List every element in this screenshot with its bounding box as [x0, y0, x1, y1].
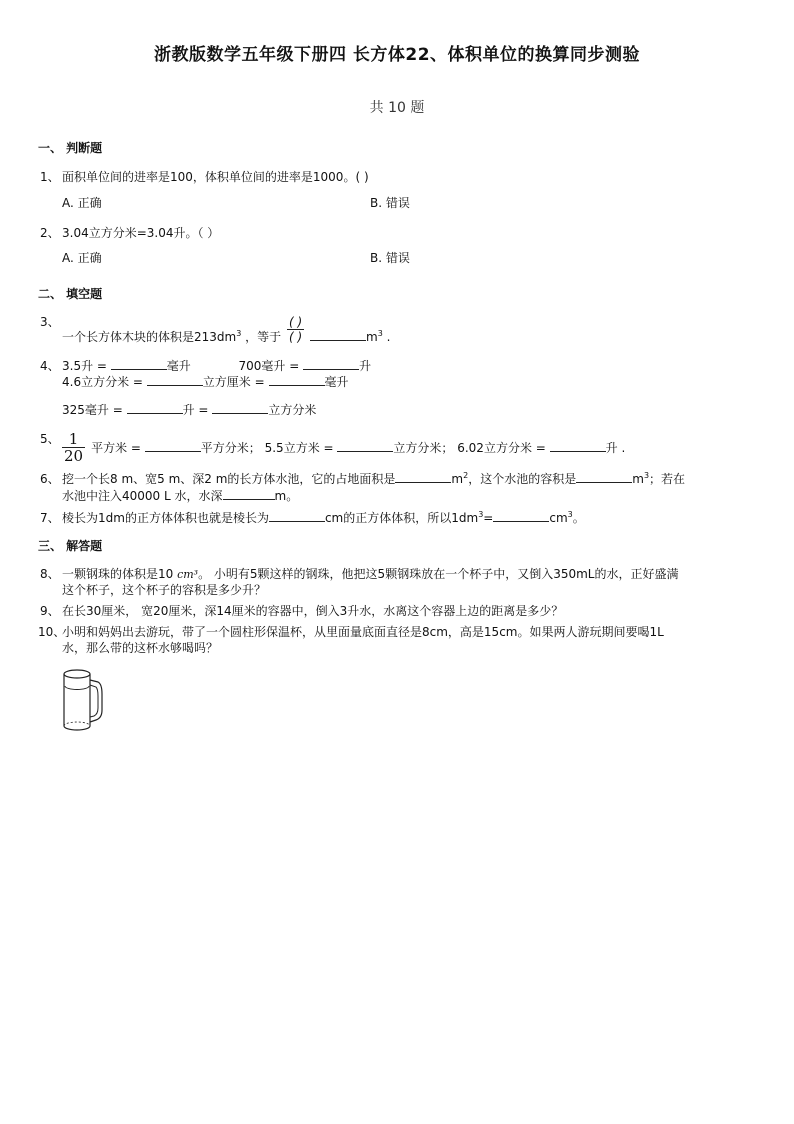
question-5: 5、 $\frac{1}{20}$ 平方米 = 平方分米； 5.5立方米 = 立方分米； 6.02立方分米 = 升 . — [40, 430, 626, 465]
answer-blank[interactable] — [212, 401, 268, 414]
answer-blank[interactable] — [223, 487, 275, 500]
answer-blank[interactable] — [303, 357, 359, 370]
question-10-line-2: 水，那么带的这杯水够喝吗？ — [62, 641, 219, 655]
question-number: 9、 — [40, 604, 60, 618]
answer-blank[interactable] — [269, 373, 325, 386]
q2-option-b[interactable]: B. 错误 — [370, 251, 410, 265]
question-text: 一个长方体木块的体积是213dm — [62, 329, 237, 344]
question-count: 共 10 题 — [369, 100, 425, 116]
question-9: 9、 在长30厘米， 宽20厘米，深14厘米的容器中，倒入3升水，水离这个容器上边的距离是多少？ — [40, 604, 564, 618]
question-10: 10、小明和妈妈出去游玩，带了一个圆柱形保温杯，从里面量底面直径是8cm，高是15cm。如果两人游玩期间要喝1L — [38, 625, 664, 639]
question-4: 4、 3.5升 = 毫升 700毫升 = 升 — [40, 359, 372, 373]
section-heading-judgement: 一、 判断题 — [38, 141, 103, 155]
answer-blank[interactable] — [147, 373, 203, 386]
answer-blank[interactable] — [269, 509, 325, 522]
fraction-blank[interactable]: $\frac{( )}{( )}$ — [288, 315, 303, 344]
question-number: 6、 — [40, 472, 60, 486]
answer-blank[interactable] — [145, 439, 201, 452]
question-number: 1、 — [40, 170, 60, 184]
q1-option-b[interactable]: B. 错误 — [370, 196, 410, 210]
answer-blank[interactable] — [576, 470, 632, 483]
question-2 — [40, 225, 219, 241]
q2-option-a[interactable]: A. 正确 — [62, 251, 102, 265]
answer-blank[interactable] — [337, 439, 393, 452]
question-number: 3、 — [40, 315, 60, 329]
page-title: 浙教版数学五年级下册四 长方体22、体积单位的换算同步测验 — [153, 45, 641, 65]
question-4-line-3: 325毫升 = 升 = 立方分米 — [62, 403, 317, 417]
question-7: 7、 棱长为1dm的正方体体积也就是棱长为 cm的正方体体积，所以$1dm^3= cm^3$。 — [40, 510, 585, 525]
answer-blank[interactable] — [111, 357, 167, 370]
question-6-line-2: 水池中注入40000 L 水，水深 m。 — [62, 489, 299, 503]
question-4-line-2: 4.6立方分米 = 立方厘米 = 毫升 — [62, 375, 349, 389]
fraction: $\frac{1}{20}$ — [64, 430, 84, 465]
question-number: 2、 — [40, 226, 60, 240]
answer-blank[interactable] — [493, 509, 549, 522]
question-1 — [40, 169, 369, 185]
question-8-line-2: 这个杯子，这个杯子的容积是多少升？ — [62, 583, 267, 597]
answer-blank[interactable] — [395, 470, 451, 483]
question-text: 3.04立方分米=3.04升。（ ） — [62, 226, 220, 240]
superscript: 3 — [236, 328, 242, 338]
q1-option-a[interactable]: A. 正确 — [62, 196, 102, 210]
question-number: 8、 — [40, 567, 60, 581]
answer-blank[interactable] — [550, 439, 606, 452]
question-number: 5、 — [40, 432, 60, 446]
question-number: 10、 — [38, 625, 66, 639]
question-text: 面积单位间的进率是100，体积单位间的进率是1000。( ) — [62, 170, 369, 184]
question-3: 3、一个长方体木块的体积是$213dm^3$ ，等于 $\frac{( )}{( )}$ $m^3$ . — [40, 315, 391, 344]
cylindrical-cup-icon — [60, 666, 110, 734]
question-number: 4、 — [40, 359, 60, 373]
question-number: 7、 — [40, 511, 60, 525]
question-8: 8、 一颗钢珠的体积是10 cm³。 小明有5颗这样的钢珠，他把这5颗钢珠放在一个杯子中，又倒入350mL的水，正好盛满 — [40, 567, 679, 581]
section-heading-fill-in: 二、 填空题 — [38, 287, 103, 301]
question-text: ，等于 — [245, 329, 282, 344]
question-6: 6、 挖一个长8 m、宽5 m、深2 m的长方体水池，它的占地面积是 $m^2$，这个水池的容积是 $m^3$；若在 — [40, 471, 686, 486]
answer-blank[interactable] — [127, 401, 183, 414]
answer-blank[interactable] — [310, 328, 366, 341]
section-heading-problems: 三、 解答题 — [38, 539, 103, 553]
